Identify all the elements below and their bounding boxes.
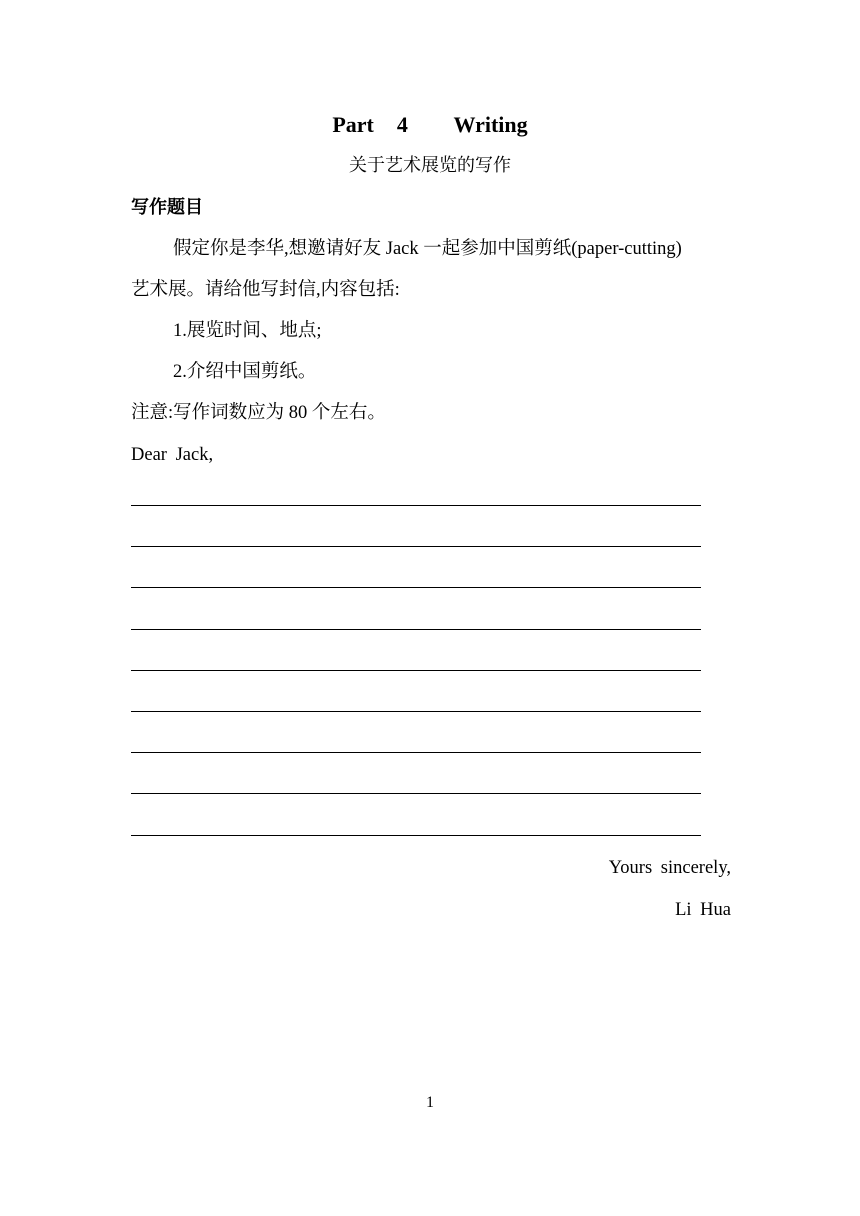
letter-closing: Yours sincerely,: [608, 858, 731, 878]
prompt-text-line-2: 艺术展。请给他写封信,内容包括:: [131, 280, 400, 300]
requirement-item-2: 2.介绍中国剪纸。: [173, 362, 317, 382]
answer-line: [131, 835, 701, 836]
answer-line: [131, 629, 701, 630]
section-heading: 写作题目: [131, 197, 203, 218]
answer-line: [131, 752, 701, 753]
word-count-note: 注意:写作词数应为 80 个左右。: [131, 403, 386, 423]
letter-signature: Li Hua: [675, 900, 731, 920]
requirement-item-1: 1.展览时间、地点;: [173, 321, 322, 341]
answer-line: [131, 793, 701, 794]
answer-line: [131, 711, 701, 712]
answer-line: [131, 546, 701, 547]
answer-line: [131, 587, 701, 588]
answer-line: [131, 505, 701, 506]
answer-line: [131, 670, 701, 671]
page-number: 1: [426, 1094, 434, 1111]
page-title: Part 4 Writing: [332, 112, 528, 137]
page-subtitle: 关于艺术展览的写作: [349, 155, 511, 176]
letter-greeting: Dear Jack,: [131, 445, 214, 465]
prompt-text-line-1: 假定你是李华,想邀请好友 Jack 一起参加中国剪纸(paper-cutting): [173, 239, 682, 259]
